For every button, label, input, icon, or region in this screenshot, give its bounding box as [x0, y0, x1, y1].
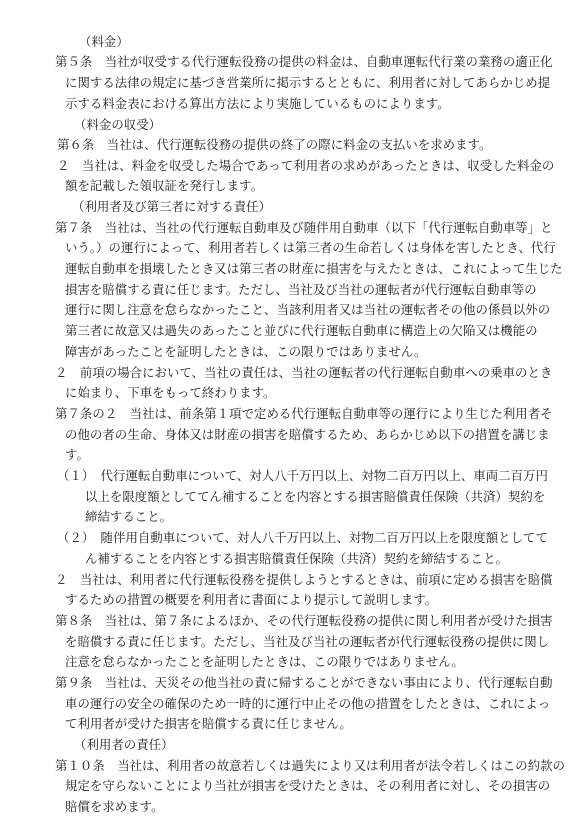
article-5-line-3: 示する料金表における算出方法により実施しているものによります。 — [65, 96, 450, 111]
heading-fee: （料金） — [79, 34, 129, 49]
article-7-line-6: 第三者に故意又は過失のあったこと並びに代行運転自動車に構造上の欠陥又は機能の — [65, 323, 538, 338]
article-10-line-2: 規定を守らないことにより当社が損害を受けたときは、その利用者に対し、その損害の — [65, 778, 551, 793]
heading-fee-collection: （料金の収受） — [74, 117, 162, 132]
article-9-line-1: 第９条 当社は、天災その他当社の責に帰することができない事由により、代行運転自動 — [55, 675, 553, 690]
article-5-line-2: に関する法律の規定に基づき営業所に掲示するとともに、利用者に対してあらかじめ提 — [65, 75, 551, 90]
article-7-2-p2-line-2: するための措置の概要を利用者に書面により提示して説明します。 — [65, 592, 438, 607]
article-5-line-1: 第５条 当社が収受する代行運転役務の提供の料金は、自動車運転代行業の業務の適正化 — [55, 54, 553, 69]
article-7-2-p2-line-1: ２ 当社は、利用者に代行運転役務を提供しようとするときは、前項に定める損害を賠償 — [55, 572, 553, 587]
article-8-line-3: 注意を怠らなかったことを証明したときは、この限りではありません。 — [65, 654, 464, 669]
article-7-p2-line-1: ２ 前項の場合において、当社の責任は、当社の運転者の代行運転自動車への乗車のとき — [55, 365, 553, 380]
article-7-line-3: 運転自動車を損壊したとき又は第三者の財産に損害を与えたときは、これによって生じた — [65, 261, 563, 276]
item-2-line-1: （２） 随伴用自動車について、対人八千万円以上、対物二百万円以上を限度額としてて — [57, 530, 548, 545]
article-10-line-3: 賠償を求めます。 — [65, 799, 164, 814]
item-1-line-1: （１） 代行運転自動車について、対人八千万円以上、対物二百万円以上、車両二百万円 — [57, 468, 548, 483]
article-7-2-line-1: 第７条の２ 当社は、前条第１項で定める代行運転自動車等の運行により生じた利用者そ — [55, 406, 553, 421]
article-9-line-2: 車の運行の安全の確保のため一時的に運行中止その他の措置をしたときは、これによっ — [65, 696, 551, 711]
article-7-line-7: 障害があったことを証明したときは、この限りではありません。 — [65, 344, 427, 359]
article-7-line-1: 第７条 当社は、当社の代行運転自動車及び随伴用自動車（以下「代行運転自動車等」と — [55, 220, 553, 235]
heading-liability: （利用者及び第三者に対する責任） — [72, 199, 272, 214]
article-6-p2-line-1: ２ 当社は、料金を収受した場合であって利用者の求めがあったときは、収受した料金の — [57, 158, 555, 173]
article-7-line-5: 運行に関し注意を怠らなかったこと、当該利用者又は当社の運転者その他の係員以外の — [65, 302, 551, 317]
article-10-line-1: 第１０条 当社は、利用者の故意若しくは過失により又は利用者が法令若しくはこの約款の — [55, 758, 566, 773]
item-1-line-2: 以上を限度額としててん補することを内容とする損害賠償責任保険（共済）契約を — [85, 489, 546, 504]
article-7-p2-line-2: に始まり、下車をもって終わります。 — [65, 385, 276, 400]
article-9-line-3: て利用者が受けた損害を賠償する責に任じません。 — [65, 716, 352, 731]
article-8-line-2: を賠償する責に任じます。ただし、当社及び当社の運転者が代行運転役務の提供に関し — [65, 634, 550, 649]
article-8-line-1: 第８条 当社は、第７条によるほか、その代行運転役務の提供に関し利用者が受けた損害 — [55, 613, 553, 628]
article-7-2-line-2: の他の者の生命、身体又は財産の損害を賠償するため、あらかじめ以下の措置を講じま — [65, 427, 550, 442]
item-1-line-3: 締結すること。 — [85, 509, 173, 524]
article-6-line-1: 第６条 当社は、代行運転役務の提供の終了の際に料金の支払いを求めます。 — [57, 137, 492, 152]
article-6-p2-line-2: 額を記載した領収証を発行します。 — [65, 178, 264, 193]
article-7-line-4: 損害を賠償する責に任じます。ただし、当社及び当社の運転者が代行運転自動車等の — [65, 282, 537, 297]
heading-user-liability: （利用者の責任） — [74, 737, 174, 752]
article-7-line-2: いう。）の運行によって、利用者若しくは第三者の生命若しくは身体を害したとき、代行 — [65, 240, 556, 255]
item-2-line-2: ん補することを内容とする損害賠償責任保険（共済）契約を締結すること。 — [85, 551, 508, 566]
article-7-2-line-3: す。 — [65, 447, 89, 462]
